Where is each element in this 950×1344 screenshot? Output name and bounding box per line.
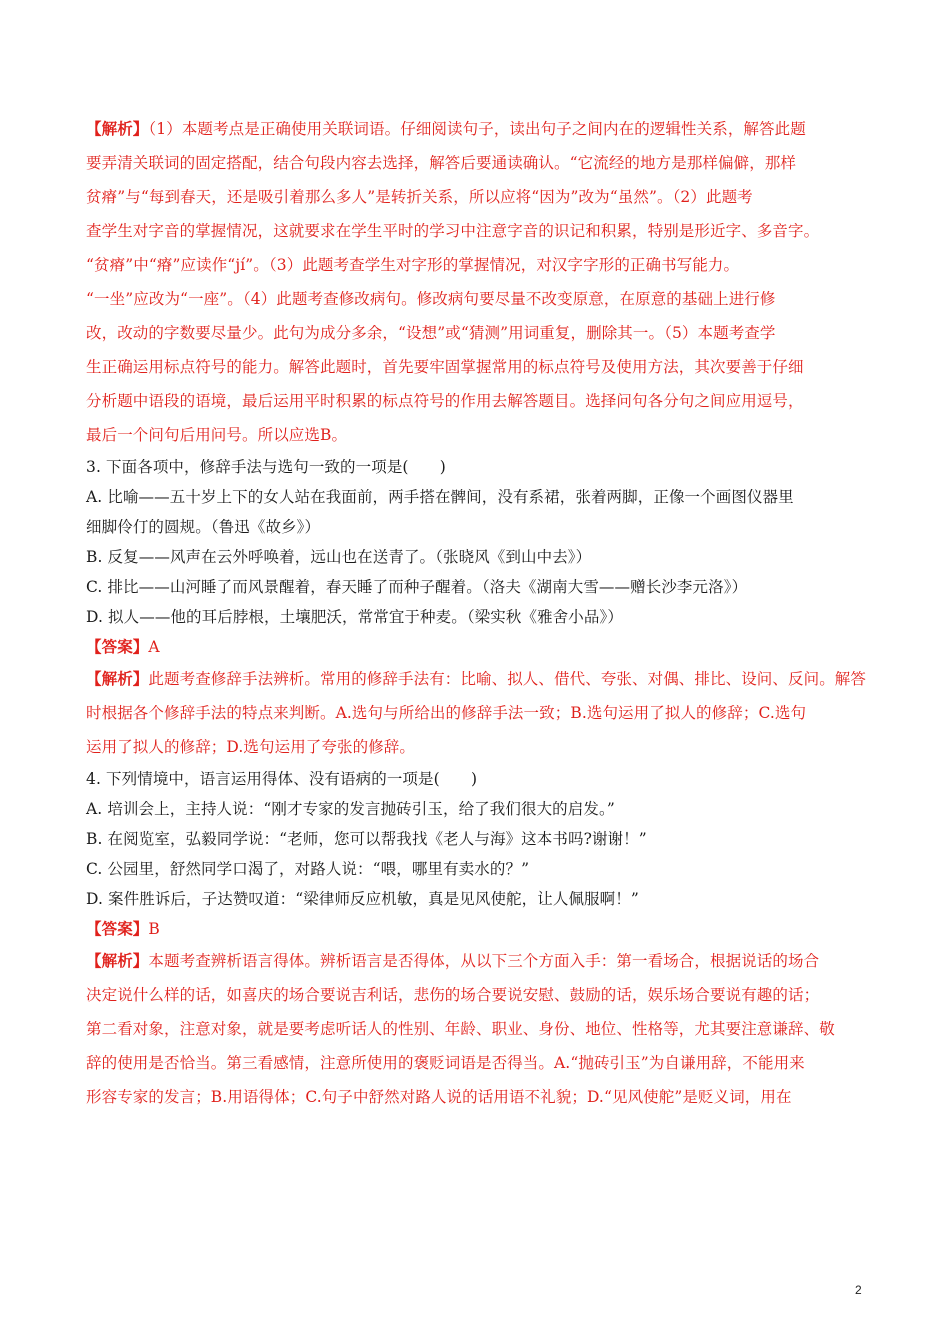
analysis-line <box>86 662 866 696</box>
analysis-line <box>86 944 866 978</box>
question-stem: 3. 下面各项中，修辞手法与选句一致的一项是( ) <box>86 458 446 476</box>
analysis-line: 辞的使用是否恰当。第三看感情，注意所使用的褒贬词语是否得当。A.“抛砖引玉”为自谦用辞，不能用来 <box>86 1054 805 1072</box>
bracket-label: 【解析】 <box>86 951 149 970</box>
analysis-line: “贫瘠”中“瘠”应读作“jí”。（3）此题考查学生对字形的掌握情况，对汉字字形的正确书写能力。 <box>86 256 740 274</box>
analysis-line: 要弄清关联词的固定搭配，结合句段内容去选择，解答后要通读确认。“它流经的地方是那样偏僻，那样 <box>86 154 797 172</box>
answer-label <box>86 632 866 662</box>
analysis-line: 最后一个问句后用问号。所以应选B。 <box>86 426 348 444</box>
analysis-line: “一坐”应改为“一座”。（4）此题考查修改病句。修改病句要尽量不改变原意，在原意的基础上进行修 <box>86 290 776 308</box>
label-text: A <box>148 638 160 656</box>
bracket-label: 【答案】 <box>86 637 149 656</box>
label-text: 本题考查辨析语言得体。辨析语言是否得体，从以下三个方面入手：第一看场合，根据说话的场合 <box>148 952 820 970</box>
bracket-label: 【解析】 <box>86 119 149 138</box>
page-number: 2 <box>855 1283 862 1297</box>
option-d: D. 案件胜诉后，子达赞叹道：“梁律师反应机敏，真是见风使舵，让人佩服啊！” <box>86 890 639 908</box>
option-d: D. 拟人——他的耳后脖根，土壤肥沃，常常宜于种麦。（梁实秋《雅舍小品》） <box>86 608 623 626</box>
analysis-line: 时根据各个修辞手法的特点来判断。A.选句与所给出的修辞手法一致；B.选句运用了拟人的修辞；C.选句 <box>86 704 807 722</box>
question-4 <box>86 764 866 1114</box>
analysis-line: 生正确运用标点符号的能力。解答此题时，首先要牢固掌握常用的标点符号及使用方法，其次要善于仔细 <box>86 358 804 376</box>
option-a-continued: 细脚伶仃的圆规。（鲁迅《故乡》） <box>86 518 321 536</box>
option-c: C. 排比——山河睡了而风景醒着，春天睡了而种子醒着。（洛夫《湖南大雪——赠长沙李元洛》） <box>86 578 748 596</box>
option-b: B. 在阅览室，弘毅同学说：“老师，您可以帮我找《老人与海》这本书吗?谢谢！” <box>86 830 647 848</box>
analysis-line: 决定说什么样的话，如喜庆的场合要说吉利话，悲伤的场合要说安慰、鼓励的话，娱乐场合要说有趣的话； <box>86 986 820 1004</box>
analysis-line: 形容专家的发言；B.用语得体；C.句子中舒然对路人说的话用语不礼貌；D.“见风使舵”是贬义词，用在 <box>86 1088 792 1106</box>
bracket-label: 【答案】 <box>86 919 149 938</box>
analysis-line: 改，改动的字数要尽量少。此句为成分多余，“设想”或“猜测”用词重复，删除其一。（5）本题考查学 <box>86 324 776 342</box>
analysis-line <box>86 112 866 146</box>
bracket-label: 【解析】 <box>86 669 149 688</box>
document-page <box>86 112 866 1114</box>
analysis-line: 第二看对象，注意对象，就是要考虑听话人的性别、年龄、职业、身份、地位、性格等，尤其要注意谦辞、敬 <box>86 1020 835 1038</box>
analysis-line: 贫瘠”与“每到春天，还是吸引着那么多人”是转折关系，所以应将“因为”改为“虽然”。（2）此题考 <box>86 188 753 206</box>
question-3 <box>86 452 866 764</box>
label-text: （1）本题考点是正确使用关联词语。仔细阅读句子，读出句子之间内在的逻辑性关系，解答此题 <box>148 120 806 138</box>
label-text: B <box>148 920 160 938</box>
analysis-line: 运用了拟人的修辞；D.选句运用了夸张的修辞。 <box>86 738 416 756</box>
analysis-line: 查学生对字音的掌握情况，这就要求在学生平时的学习中注意字音的识记和积累，特别是形近字、多音字。 <box>86 222 820 240</box>
analysis-line: 分析题中语段的语境，最后运用平时积累的标点符号的作用去解答题目。选择问句各分句之间应用逗号， <box>86 392 804 410</box>
option-b: B. 反复——风声在云外呼唤着，远山也在送青了。（张晓风《到山中去》） <box>86 548 592 566</box>
option-c: C. 公园里，舒然同学口渴了，对路人说：“喂，哪里有卖水的？” <box>86 860 530 878</box>
label-text: 此题考查修辞手法辨析。常用的修辞手法有：比喻、拟人、借代、夸张、对偶、排比、设问、反问。解答 <box>148 670 867 688</box>
option-a: A. 培训会上，主持人说：“刚才专家的发言抛砖引玉，给了我们很大的启发。” <box>86 800 615 818</box>
question-stem: 4. 下列情境中，语言运用得体、没有语病的一项是( ) <box>86 770 478 788</box>
option-a: A. 比喻——五十岁上下的女人站在我面前，两手搭在髀间，没有系裙，张着两脚，正像一个画图仪器里 <box>86 488 794 506</box>
answer-label <box>86 914 866 944</box>
analysis-block-q2 <box>86 112 866 452</box>
